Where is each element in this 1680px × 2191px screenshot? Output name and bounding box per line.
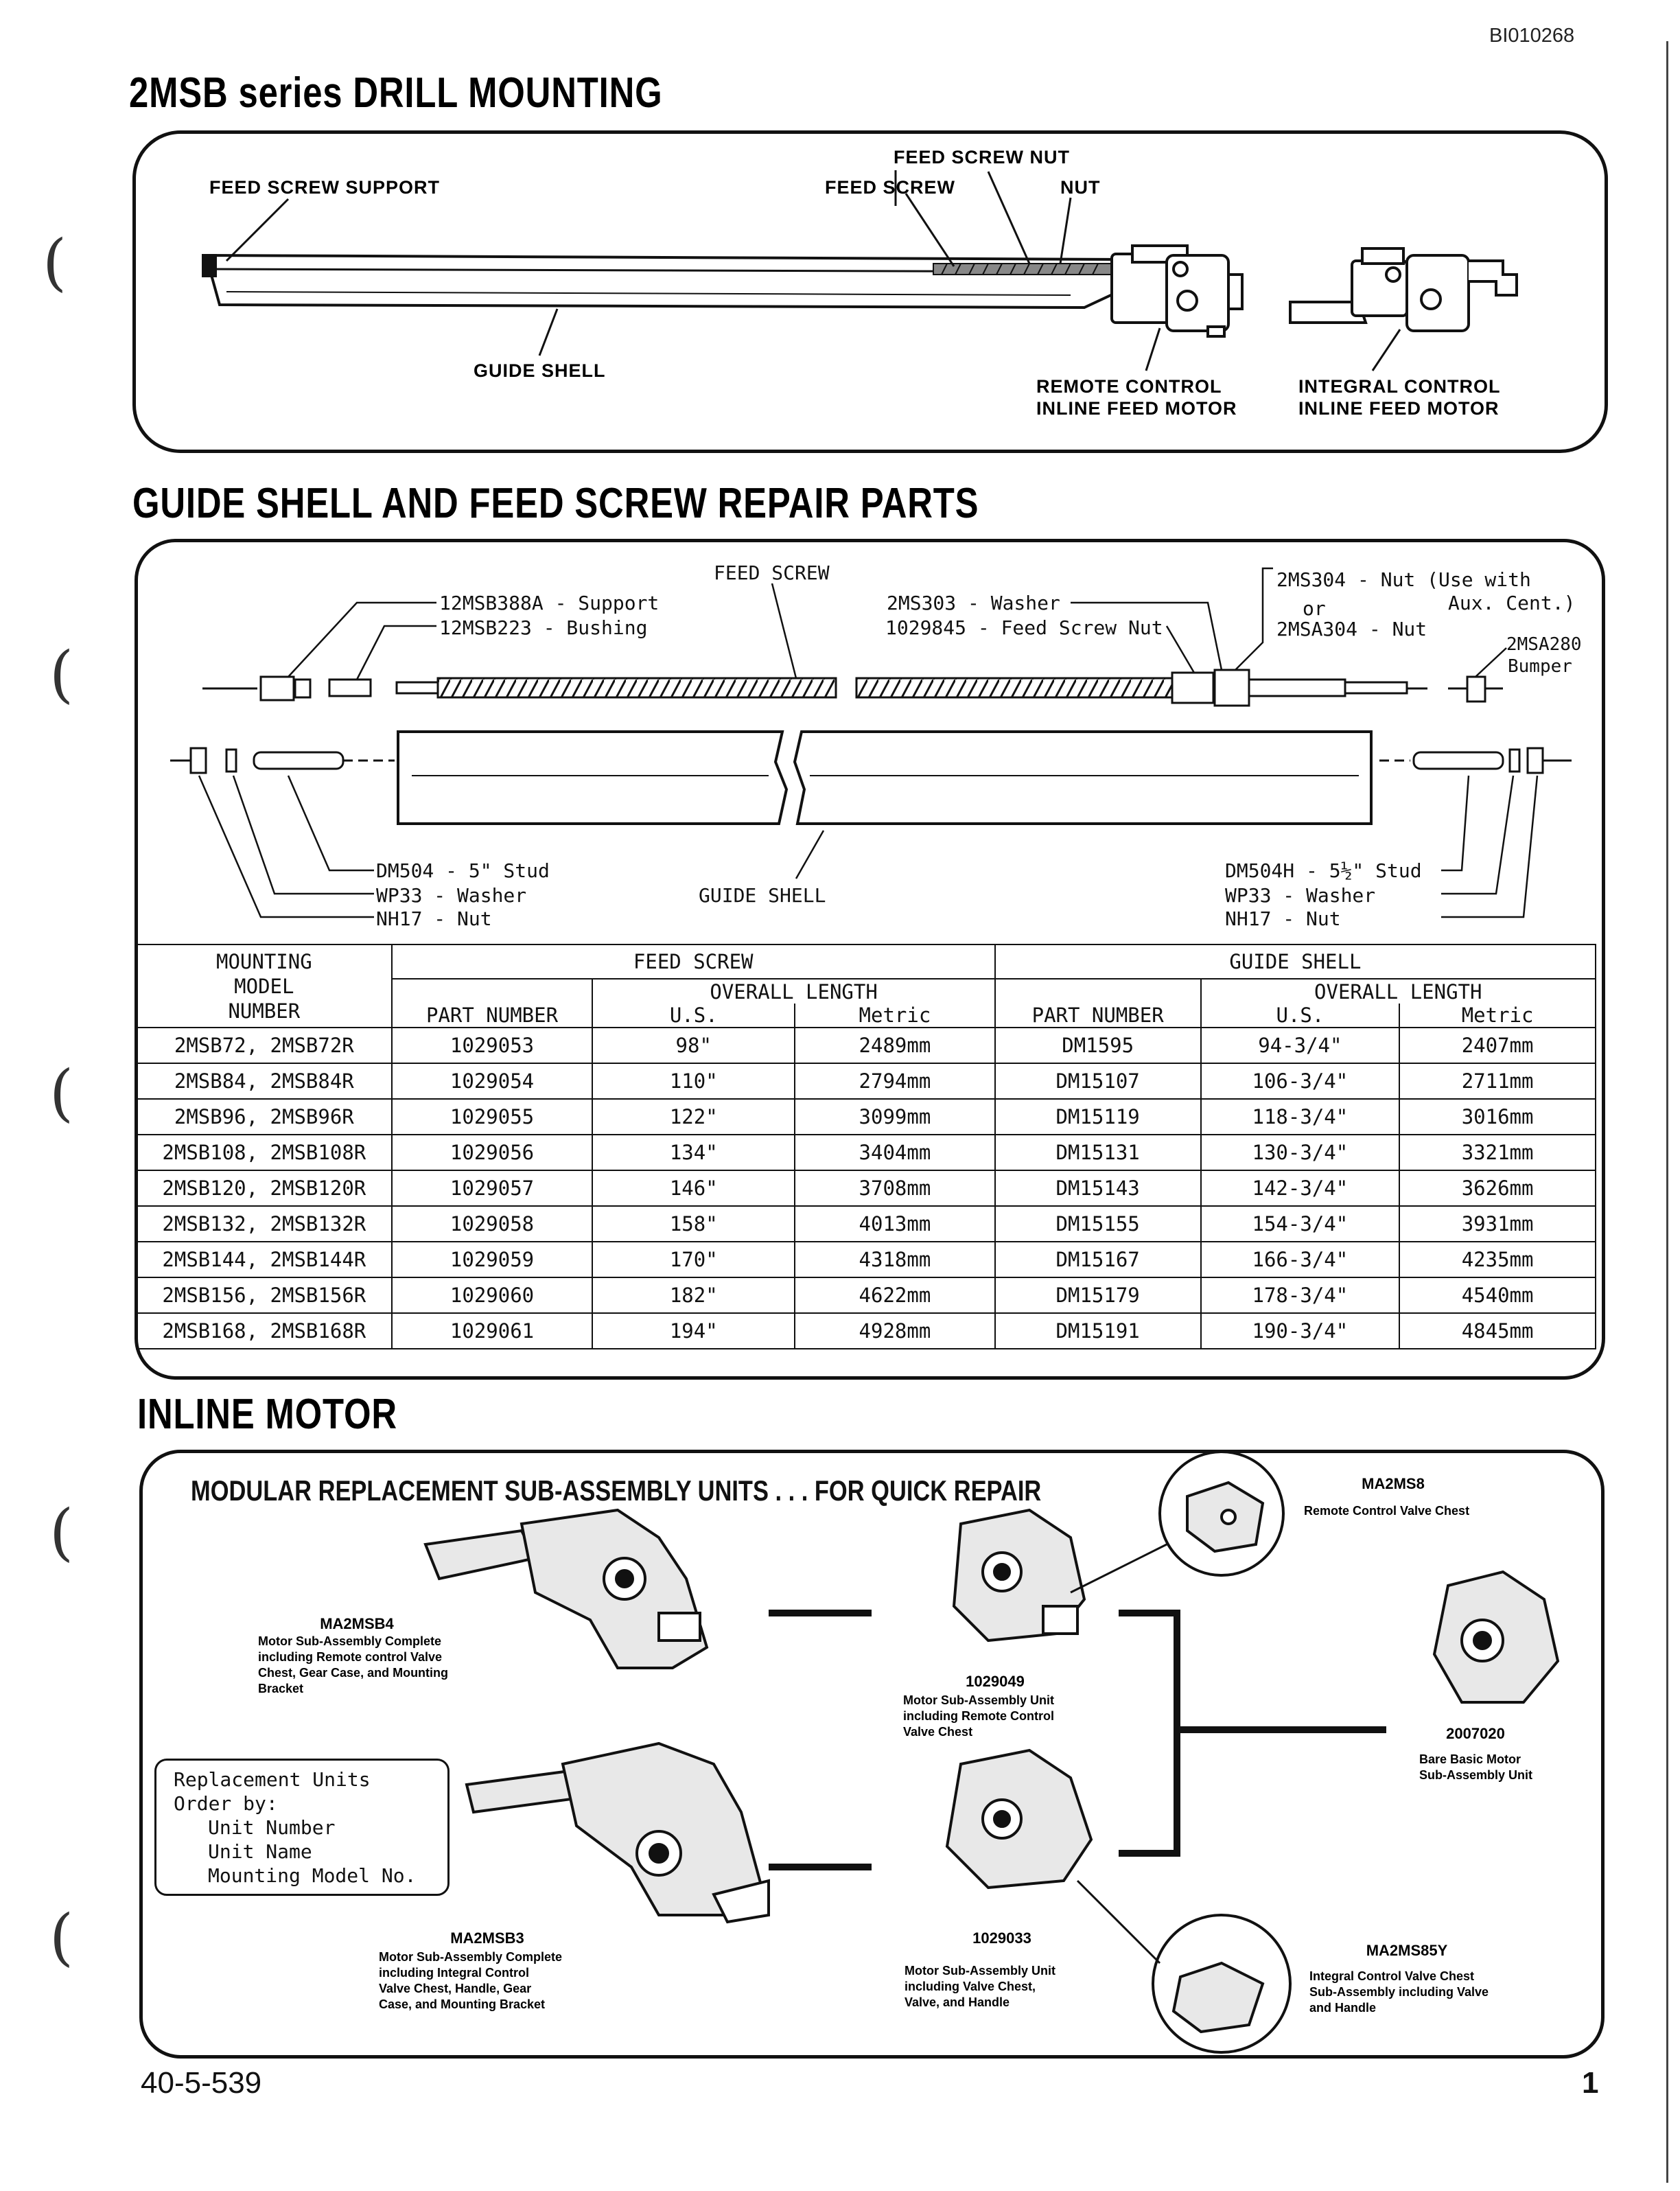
part-ma2msb4: MA2MSB4 [320,1615,394,1632]
cell-gs-us: 142-3/4" [1201,1170,1400,1206]
table-row [137,1313,1596,1349]
motor-diagram [0,1441,1680,2059]
order-line-orderby: Order by: [174,1792,278,1815]
part-1029033: 1029033 [972,1929,1031,1947]
header-guide-shell: GUIDE SHELL [995,944,1596,979]
label-bumper: Bumper [1508,656,1572,677]
label-right-nut: NH17 - Nut [1225,907,1341,930]
cell-model: 2MSB156, 2MSB156R [137,1277,392,1313]
cell-gs-us: 190-3/4" [1201,1313,1400,1349]
cell-fs-metric: 3099mm [795,1099,995,1135]
cell-model: 2MSB84, 2MSB84R [137,1063,392,1099]
cell-gs-metric: 4540mm [1399,1277,1596,1313]
repair-parts-table [136,944,1596,1349]
cell-gs-us: 118-3/4" [1201,1099,1400,1135]
doc-code: BI010268 [1489,25,1575,47]
cell-gs-us: 130-3/4" [1201,1135,1400,1170]
cell-gs-metric: 2407mm [1399,1028,1596,1063]
cell-gs-part: DM15119 [995,1099,1201,1135]
table-row [137,1170,1596,1206]
table-row [137,1099,1596,1135]
cell-gs-metric: 3321mm [1399,1135,1596,1170]
cell-gs-metric: 3626mm [1399,1170,1596,1206]
table-row [137,1063,1596,1099]
cell-fs-us: 98" [592,1028,795,1063]
cell-fs-metric: 4013mm [795,1206,995,1242]
header-fs-us: U.S. [592,1004,795,1028]
table-row [137,1206,1596,1242]
cell-fs-us: 110" [592,1063,795,1099]
cell-fs-metric: 3404mm [795,1135,995,1170]
label-remote-motor-1: REMOTE CONTROL [1036,376,1222,397]
header-fs-metric: Metric [795,1004,995,1028]
heading-repair-parts: GUIDE SHELL AND FEED SCREW REPAIR PARTS [132,480,979,527]
label-nut-2msa304: 2MSA304 - Nut [1276,618,1427,640]
cell-fs-part: 1029056 [392,1135,593,1170]
cell-fs-part: 1029059 [392,1242,593,1277]
label-feed-screw-top: FEED SCREW [714,561,830,584]
binding-hole-mark: ( [49,1057,74,1129]
desc-1029033: Motor Sub-Assembly Unit including Valve Chest, Valve, and Handle [905,1964,1056,2009]
header-fs-part-number: PART NUMBER [392,979,593,1028]
p1029049-drawing [954,1510,1084,1641]
cell-fs-metric: 4928mm [795,1313,995,1349]
order-line-unit-name: Unit Name [208,1840,312,1863]
desc-ma2msb3: Motor Sub-Assembly Complete including Integral Control Valve Chest, Handle, Gear Case, and Mounting Bracket [379,1950,563,2011]
cell-gs-metric: 3931mm [1399,1206,1596,1242]
cell-fs-us: 158" [592,1206,795,1242]
label-integral-motor-2: INLINE FEED MOTOR [1298,398,1500,419]
order-line-title: Replacement Units [174,1768,371,1791]
label-nut-2ms304: 2MS304 - Nut (Use with [1276,568,1531,591]
cell-fs-us: 122" [592,1099,795,1135]
part-ma2ms8: MA2MS8 [1362,1475,1425,1492]
cell-fs-metric: 4318mm [795,1242,995,1277]
cell-gs-us: 154-3/4" [1201,1206,1400,1242]
label-or: or [1303,597,1326,620]
label-feed-screw-nut: FEED SCREW NUT [894,147,1070,167]
heading-inline-motor: INLINE MOTOR [137,1391,397,1438]
label-right-stud: DM504H - 5½" Stud [1225,859,1422,882]
label-feed-screw-support: FEED SCREW SUPPORT [209,177,441,198]
label-washer-2ms303: 2MS303 - Washer [887,592,1060,614]
binding-hole-mark: ( [49,638,74,710]
heading-drill-mounting: 2MSB series DRILL MOUNTING [129,69,663,117]
repair-parts-diagram [0,0,1680,947]
label-feed-screw: FEED SCREW [825,177,956,198]
header-gs-metric: Metric [1399,1004,1596,1028]
guide-shell-repair-drawing [398,732,1371,824]
desc-ma2ms85y: Integral Control Valve Chest Sub-Assembly including Valve and Handle [1309,1969,1489,2015]
footer-code: 40-5-539 [141,2066,262,2100]
desc-ma2ms8: Remote Control Valve Chest [1304,1504,1470,1518]
order-line-unit-number: Unit Number [208,1816,336,1839]
cell-gs-us: 178-3/4" [1201,1277,1400,1313]
cell-model: 2MSB96, 2MSB96R [137,1099,392,1135]
cell-model: 2MSB108, 2MSB108R [137,1135,392,1170]
label-left-stud: DM504 - 5" Stud [376,859,550,882]
header-gs-part-number: PART NUMBER [995,979,1201,1028]
cell-fs-part: 1029060 [392,1277,593,1313]
label-nut: NUT [1060,177,1101,198]
label-right-washer: WP33 - Washer [1225,884,1376,907]
p2007020-drawing [1434,1572,1558,1702]
cell-fs-metric: 4622mm [795,1277,995,1313]
table-row [137,1277,1596,1313]
cell-gs-part: DM15155 [995,1206,1201,1242]
cell-gs-us: 166-3/4" [1201,1242,1400,1277]
cell-model: 2MSB72, 2MSB72R [137,1028,392,1063]
part-ma2ms85y: MA2MS85Y [1366,1942,1448,1959]
cell-fs-us: 194" [592,1313,795,1349]
order-line-model: Mounting Model No. [208,1864,417,1887]
cell-fs-us: 134" [592,1135,795,1170]
label-aux-cent: Aux. Cent.) [1448,592,1576,614]
cell-gs-us: 106-3/4" [1201,1063,1400,1099]
cell-gs-metric: 3016mm [1399,1099,1596,1135]
cell-fs-part: 1029061 [392,1313,593,1349]
cell-gs-us: 94-3/4" [1201,1028,1400,1063]
p1029033-drawing [947,1750,1091,1888]
header-gs-us: U.S. [1201,1004,1400,1028]
ma2ms85y-drawing [1153,1915,1290,2052]
cell-fs-us: 170" [592,1242,795,1277]
cell-fs-part: 1029053 [392,1028,593,1063]
cell-gs-metric: 2711mm [1399,1063,1596,1099]
table-row [137,1135,1596,1170]
desc-ma2msb4: Motor Sub-Assembly Complete including Remote control Valve Chest, Gear Case, and Mounting Bracket [258,1634,449,1695]
desc-1029049: Motor Sub-Assembly Unit including Remote Control Valve Chest [903,1693,1055,1739]
binding-hole-mark: ( [49,1496,74,1568]
table-body [137,1028,1596,1349]
cell-fs-part: 1029055 [392,1099,593,1135]
ma2msb3-drawing [467,1743,769,1922]
table-row [137,1242,1596,1277]
motor-banner: MODULAR REPLACEMENT SUB-ASSEMBLY UNITS . . . FOR QUICK REPAIR [191,1474,1042,1507]
cell-gs-part: DM15143 [995,1170,1201,1206]
ma2ms8-drawing [1160,1452,1283,1575]
part-ma2msb3: MA2MSB3 [450,1929,524,1947]
cell-fs-part: 1029058 [392,1206,593,1242]
binding-hole-mark: ( [49,1901,74,1973]
label-left-nut: NH17 - Nut [376,907,492,930]
cell-fs-metric: 3708mm [795,1170,995,1206]
cell-gs-part: DM15107 [995,1063,1201,1099]
cell-fs-metric: 2794mm [795,1063,995,1099]
binding-hole-mark: ( [43,227,67,299]
cell-fs-metric: 2489mm [795,1028,995,1063]
label-bumper-part: 2MSA280 [1506,634,1582,655]
cell-model: 2MSB120, 2MSB120R [137,1170,392,1206]
label-remote-motor-2: INLINE FEED MOTOR [1036,398,1237,419]
label-integral-motor-1: INTEGRAL CONTROL [1298,376,1501,397]
page-number: 1 [1582,2066,1599,2100]
cell-gs-part: DM15179 [995,1277,1201,1313]
header-fs-overall-length: OVERALL LENGTH [592,979,994,1004]
label-guide-shell-repair: GUIDE SHELL [699,884,826,907]
cell-gs-metric: 4235mm [1399,1242,1596,1277]
part-2007020: 2007020 [1446,1725,1505,1742]
cell-gs-part: DM1595 [995,1028,1201,1063]
cell-model: 2MSB144, 2MSB144R [137,1242,392,1277]
cell-fs-us: 146" [592,1170,795,1206]
table-row [137,1028,1596,1063]
header-feed-screw: FEED SCREW [392,944,995,979]
label-support: 12MSB388A - Support [439,592,660,614]
cell-model: 2MSB132, 2MSB132R [137,1206,392,1242]
cell-model: 2MSB168, 2MSB168R [137,1313,392,1349]
header-gs-overall-length: OVERALL LENGTH [1201,979,1596,1004]
cell-fs-us: 182" [592,1277,795,1313]
label-guide-shell: GUIDE SHELL [474,360,606,381]
desc-2007020: Bare Basic Motor Sub-Assembly Unit [1419,1752,1533,1782]
order-info-box [154,1759,450,1896]
feed-screw-repair-drawing [202,670,1503,706]
label-feed-screw-nut: 1029845 - Feed Screw Nut [885,616,1163,639]
cell-gs-part: DM15167 [995,1242,1201,1277]
header-model: MOUNTING MODEL NUMBER [137,944,392,1028]
cell-gs-metric: 4845mm [1399,1313,1596,1349]
cell-gs-part: DM15131 [995,1135,1201,1170]
label-bushing: 12MSB223 - Bushing [439,616,648,639]
motor-inset-leaders [1071,1544,1167,1963]
part-1029049: 1029049 [966,1673,1025,1690]
cell-gs-part: DM15191 [995,1313,1201,1349]
label-left-washer: WP33 - Washer [376,884,527,907]
cell-fs-part: 1029057 [392,1170,593,1206]
cell-fs-part: 1029054 [392,1063,593,1099]
